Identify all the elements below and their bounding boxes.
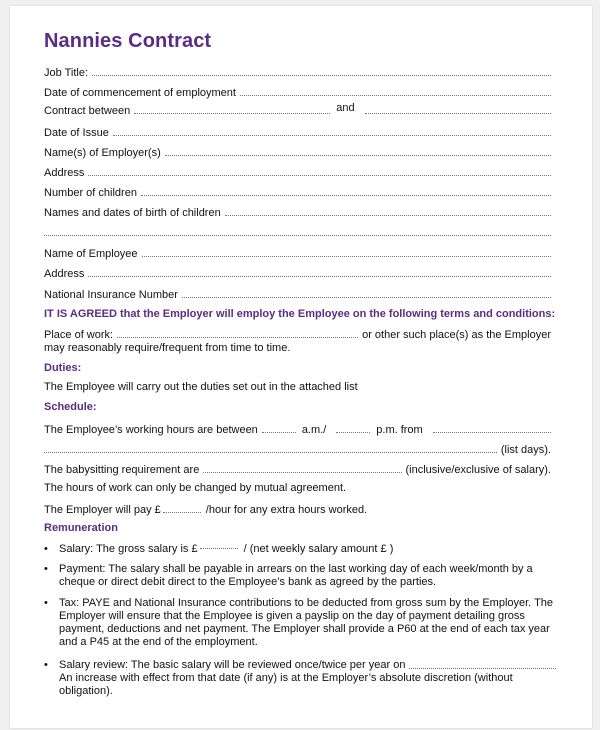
ni-number-field[interactable]	[44, 285, 551, 301]
children-names-label: Names and dates of birth of children	[44, 207, 221, 219]
salary-review-line-2: An increase with effect from that date (if any) is at the Employer’s absolute discretion (without	[59, 672, 513, 684]
bullet-marker: •	[44, 563, 48, 575]
job-title-label: Job Title:	[44, 67, 89, 79]
employer-names-label: Name(s) of Employer(s)	[44, 147, 161, 159]
contract-page	[10, 6, 592, 728]
employee-name-line[interactable]	[142, 255, 551, 257]
salary-review-item	[44, 659, 556, 698]
document-title: Nannies Contract	[44, 30, 212, 52]
tax-text	[59, 597, 556, 649]
children-names-line[interactable]	[225, 214, 551, 216]
pm-from-label: p.m. from	[376, 424, 423, 436]
salary-review-line-3: obligation).	[59, 685, 113, 697]
babysitting-line[interactable]	[203, 471, 401, 473]
salary-review-label: Salary review: The basic salary will be reviewed once/twice per year on	[59, 659, 406, 671]
extra-hours-label: The Employer will pay £	[44, 504, 161, 516]
list-days-label: (list days).	[500, 444, 551, 456]
start-time-line[interactable]	[262, 431, 296, 433]
job-title-line[interactable]	[92, 74, 551, 76]
children-names-extra-line[interactable]	[44, 234, 551, 236]
am-label: a.m./	[301, 424, 327, 436]
employee-address-label: Address	[44, 268, 85, 280]
employee-address-line[interactable]	[88, 275, 551, 277]
tax-line-2: Employer will ensure that the Employee is given a payslip on the day of payment detailing gross	[59, 610, 525, 622]
tax-line-3: payment, deductions and net payment. The Employer shall provide a P60 at the end of each tax year	[59, 623, 550, 635]
extra-hours-field[interactable]	[44, 500, 551, 516]
place-of-work-text: may reasonably require/frequent from time to time.	[44, 342, 291, 354]
place-of-work-line[interactable]	[117, 336, 358, 338]
salary-review-text	[59, 659, 556, 698]
contract-between-label: Contract between	[44, 105, 131, 117]
babysitting-label: The babysitting requirement are	[44, 464, 200, 476]
employer-names-line[interactable]	[165, 154, 551, 156]
bullet-marker: •	[44, 543, 48, 555]
employer-address-field[interactable]	[44, 163, 551, 179]
babysitting-field[interactable]	[44, 460, 551, 476]
payment-item	[44, 563, 556, 589]
payment-line-2: cheque or direct debit direct to the Employee’s bank as agreed by the parties.	[59, 576, 437, 588]
remuneration-heading: Remuneration	[44, 522, 118, 534]
employee-name-field[interactable]	[44, 244, 551, 260]
salary-review-line-1	[59, 659, 556, 672]
job-title-field[interactable]	[44, 63, 551, 79]
working-days-line[interactable]	[433, 431, 551, 433]
salary-amount-line[interactable]	[200, 547, 238, 549]
tax-line-4: and a P45 at the end of the employment.	[59, 636, 258, 648]
extra-hours-tail: /hour for any extra hours worked.	[205, 504, 368, 516]
working-days-field[interactable]	[44, 440, 551, 456]
duties-heading: Duties:	[44, 362, 82, 374]
ni-number-label: National Insurance Number	[44, 289, 178, 301]
place-of-work-field[interactable]	[44, 325, 551, 341]
mutual-agreement-text: The hours of work can only be changed by mutual agreement.	[44, 482, 347, 494]
tax-item	[44, 597, 556, 649]
contract-between-field[interactable]	[44, 101, 551, 117]
salary-label: Salary: The gross salary is £	[59, 543, 198, 555]
date-issue-line[interactable]	[113, 134, 551, 136]
date-issue-field[interactable]	[44, 123, 551, 139]
salary-review-date-line[interactable]	[409, 667, 556, 669]
extra-hours-rate-line[interactable]	[163, 511, 201, 513]
commencement-line[interactable]	[240, 94, 551, 96]
schedule-heading: Schedule:	[44, 401, 97, 413]
end-time-line[interactable]	[336, 431, 370, 433]
duties-text: The Employee will carry out the duties set out in the attached list	[44, 381, 358, 393]
bullet-marker: •	[44, 597, 48, 609]
date-issue-label: Date of Issue	[44, 127, 109, 139]
babysitting-tail: (inclusive/exclusive of salary).	[405, 464, 551, 476]
employer-address-label: Address	[44, 167, 85, 179]
num-children-label: Number of children	[44, 187, 137, 199]
employee-address-field[interactable]	[44, 264, 551, 280]
ni-number-line[interactable]	[182, 296, 551, 298]
working-hours-label: The Employee’s working hours are between	[44, 424, 258, 436]
agreed-heading: IT IS AGREED that the Employer will employ the Employee on the following terms and conditions:	[44, 308, 556, 320]
salary-text	[59, 543, 556, 556]
children-names-field[interactable]	[44, 203, 551, 219]
salary-item	[44, 543, 556, 556]
employer-address-line[interactable]	[88, 174, 551, 176]
place-of-work-tail: or other such place(s) as the Employer	[362, 329, 551, 341]
bullet-marker: •	[44, 659, 48, 671]
num-children-line[interactable]	[141, 194, 551, 196]
working-hours-field[interactable]	[44, 420, 551, 436]
employer-names-field[interactable]	[44, 143, 551, 159]
place-of-work-label: Place of work:	[44, 329, 114, 341]
party-two-line[interactable]	[365, 112, 551, 114]
num-children-field[interactable]	[44, 183, 551, 199]
tax-line-1: Tax: PAYE and National Insurance contributions to be deducted from gross sum by the Employer. The	[59, 597, 554, 609]
party-one-line[interactable]	[134, 112, 330, 114]
commencement-field[interactable]	[44, 83, 551, 99]
working-days-extra-line[interactable]	[44, 451, 497, 453]
employee-name-label: Name of Employee	[44, 248, 138, 260]
and-label: and	[336, 102, 355, 114]
salary-tail: / (net weekly salary amount £ )	[243, 543, 394, 555]
commencement-label: Date of commencement of employment	[44, 87, 236, 99]
children-names-extra-field[interactable]	[44, 223, 551, 239]
payment-text	[59, 563, 556, 589]
payment-line-1: Payment: The salary shall be payable in arrears on the last working day of each week/month by a	[59, 563, 533, 575]
